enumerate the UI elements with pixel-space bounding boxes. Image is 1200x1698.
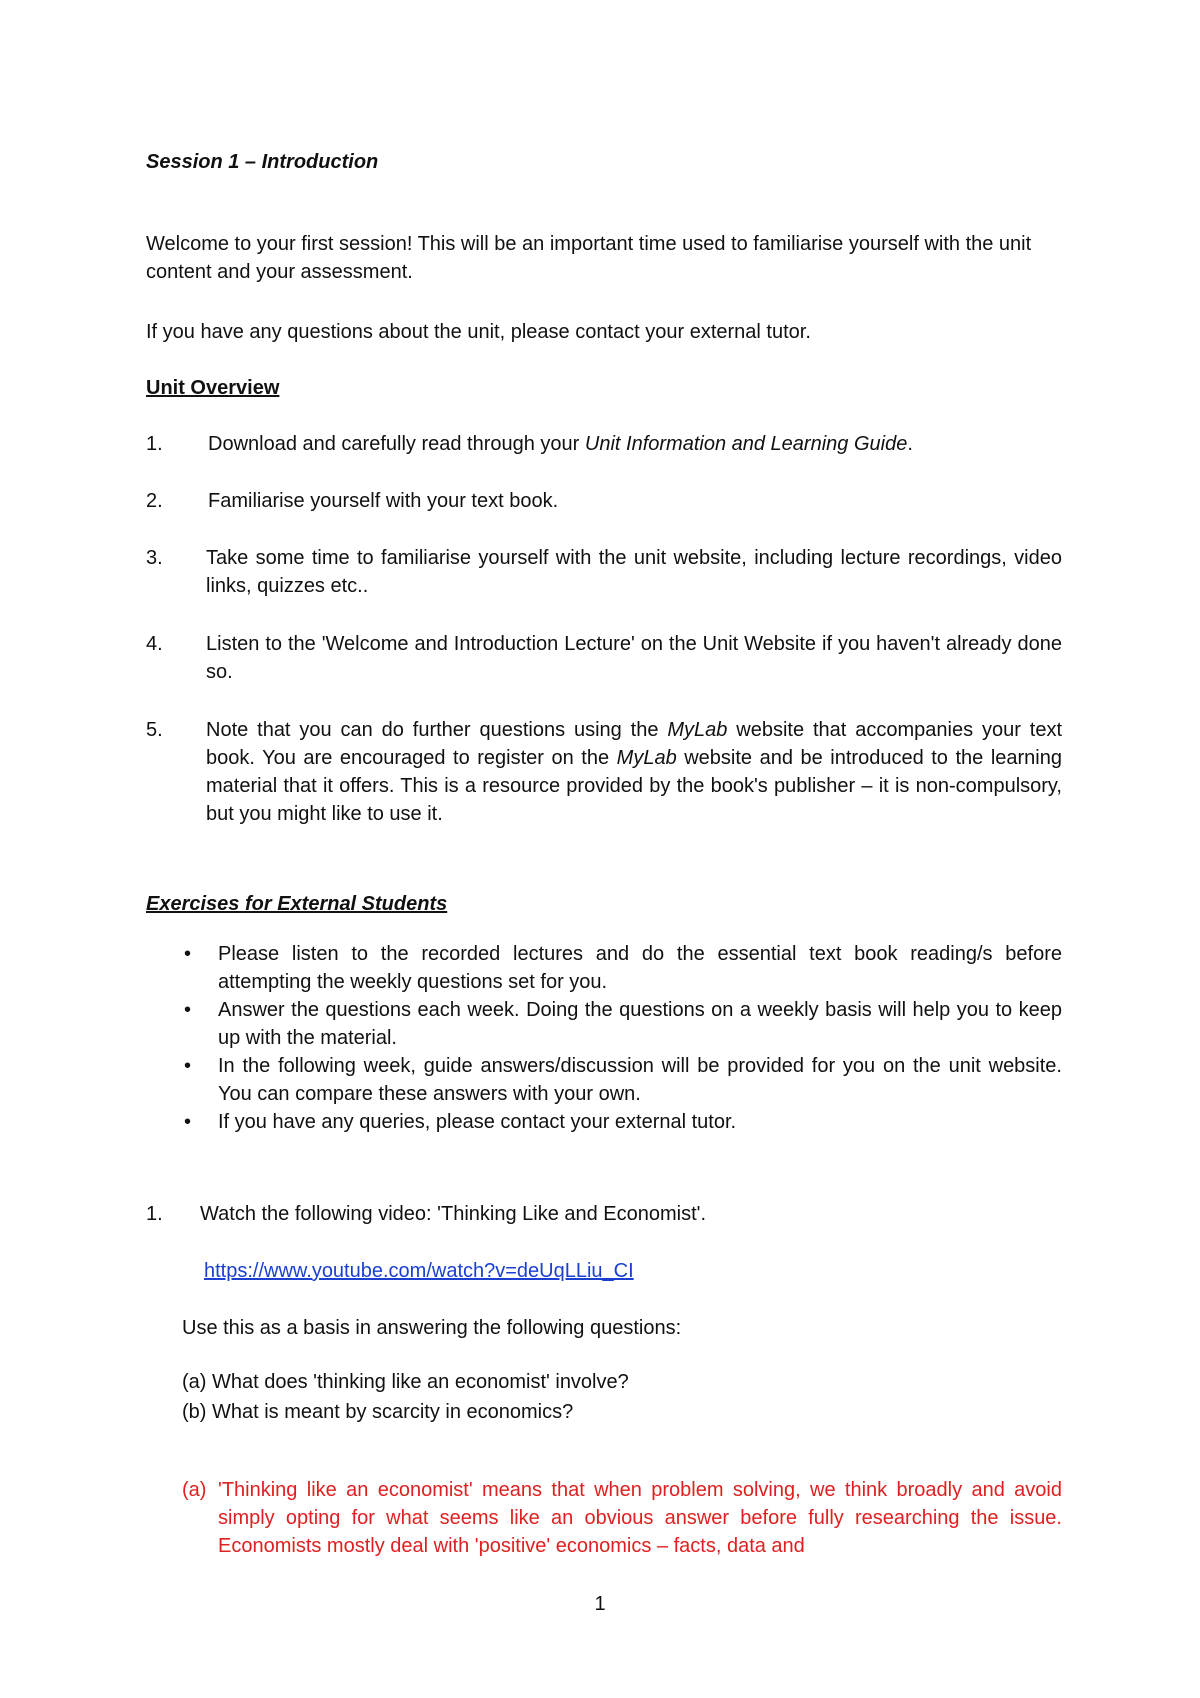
mylab-term: MyLab <box>667 719 728 741</box>
list-text: Take some time to familiarise yourself with the unit website, including lecture recordings, video links, quizzes etc.. <box>206 547 1062 597</box>
document-page: Session 1 – Introduction Welcome to your first session! This will be an important time used to familiarise yourself with the unit content and your assessment. If you have any questions about the unit, please contact your external tutor. Unit Overview 1. Download and carefully read through your Unit Information and Learning Guide. 2. Familiarise yourself with your text book. 3. Take some time to familiarise yourself with the unit website, including lecture recordings, video links, quizzes etc.. 4. Listen to the 'Welcome and Introduction Lecture' on the Unit Website if you haven't already done so. 5. Note that you can do further questions using the MyLab website that accompanies your text book. You are encouraged to register on the MyLab website and be introduced to the learning material that it offers. This is a resource provided by the book's publisher – it is non-compulsory, but you might like to use it. Exercises for External Students • Please listen to the recorded lectures and do the essential text book reading/s before attempting the weekly questions set for you. • Answer the questions each week. Doing the questions on a weekly basis will help you to keep up with the material. • In the following week, guide answers/discussion will be provided for you on the unit website. You can compare these answers with your own. • If you have any queries, please contact your external tutor. 1. Watch the following video: 'Thinking Like and Economist'. https://www.youtube.com/watch?v=deUqLLiu_CI Use this as a basis in answering the following questions: (a) What does 'thinking like an economist' involve? (b) What is meant by scarcity in economics? (a) 'Thinking like an economist' means that when problem solving, we think broadly and avoid simply opting for what seems like an obvious answer before fully researching the issue. Economists mostly deal with 'positive' economics – facts, data and 1 <box>0 0 1200 1698</box>
exercises-bullet-list <box>184 940 1062 1136</box>
list-text: Note that you can do further questions using the MyLab website that accompanies your text book. You are encouraged to register on the MyLab website and be introduced to the learning material that it offers. This is a resource provided by the book's publisher – it is non-compulsory, but you might like to use it. <box>206 719 1062 825</box>
bullet-item: • If you have any queries, please contact your external tutor. <box>184 1108 1062 1136</box>
bullet-item: • In the following week, guide answers/discussion will be provided for you on the unit website. You can compare these answers with your own. <box>184 1052 1062 1108</box>
sub-question-b: (b) What is meant by scarcity in economics? <box>182 1401 574 1423</box>
answer-label: (a) <box>182 1479 207 1501</box>
list-number: 2. <box>146 490 163 512</box>
list-number: 5. <box>146 719 163 741</box>
answer-text: 'Thinking like an economist' means that when problem solving, we think broadly and avoid simply opting for what seems like an obvious answer before fully researching the issue. Economists mostly deal with 'positive' economics – facts, data and <box>218 1479 1062 1557</box>
mylab-term: MyLab <box>616 747 677 769</box>
bullet-icon: • <box>184 999 192 1021</box>
bullet-item: • Answer the questions each week. Doing the questions on a weekly basis will help you to keep up with the material. <box>184 996 1062 1052</box>
guide-title: Unit Information and Learning Guide <box>584 433 908 455</box>
unit-overview-heading: Unit Overview <box>146 377 280 399</box>
list-text: Listen to the 'Welcome and Introduction Lecture' on the Unit Website if you haven't already done so. <box>206 633 1062 683</box>
instruction-text: Use this as a basis in answering the following questions: <box>182 1317 682 1339</box>
bullet-icon: • <box>184 1111 192 1133</box>
list-text: Familiarise yourself with your text book. <box>208 490 559 512</box>
video-link[interactable]: https://www.youtube.com/watch?v=deUqLLiu_CI <box>204 1260 634 1282</box>
page-number: 1 <box>594 1593 606 1615</box>
question-text: Watch the following video: 'Thinking Like and Economist'. <box>200 1203 707 1225</box>
bullet-icon: • <box>184 943 192 965</box>
sub-question-a: (a) What does 'thinking like an economist' involve? <box>182 1371 629 1393</box>
page-title: Session 1 – Introduction <box>146 151 379 173</box>
bullet-icon: • <box>184 1055 192 1077</box>
exercises-heading: Exercises for External Students <box>146 893 448 915</box>
list-number: 3. <box>146 547 163 569</box>
question-number: 1. <box>146 1203 163 1225</box>
contact-paragraph: If you have any questions about the unit, please contact your external tutor. <box>146 321 811 343</box>
list-text: Download and carefully read through your <box>208 433 585 455</box>
list-number: 1. <box>146 433 163 455</box>
list-number: 4. <box>146 633 163 655</box>
bullet-item: • Please listen to the recorded lectures and do the essential text book reading/s before attempting the weekly questions set for you. <box>184 940 1062 996</box>
intro-paragraph: Welcome to your first session! This will be an important time used to familiarise yourself with the unit content and your assessment. <box>146 233 1032 283</box>
